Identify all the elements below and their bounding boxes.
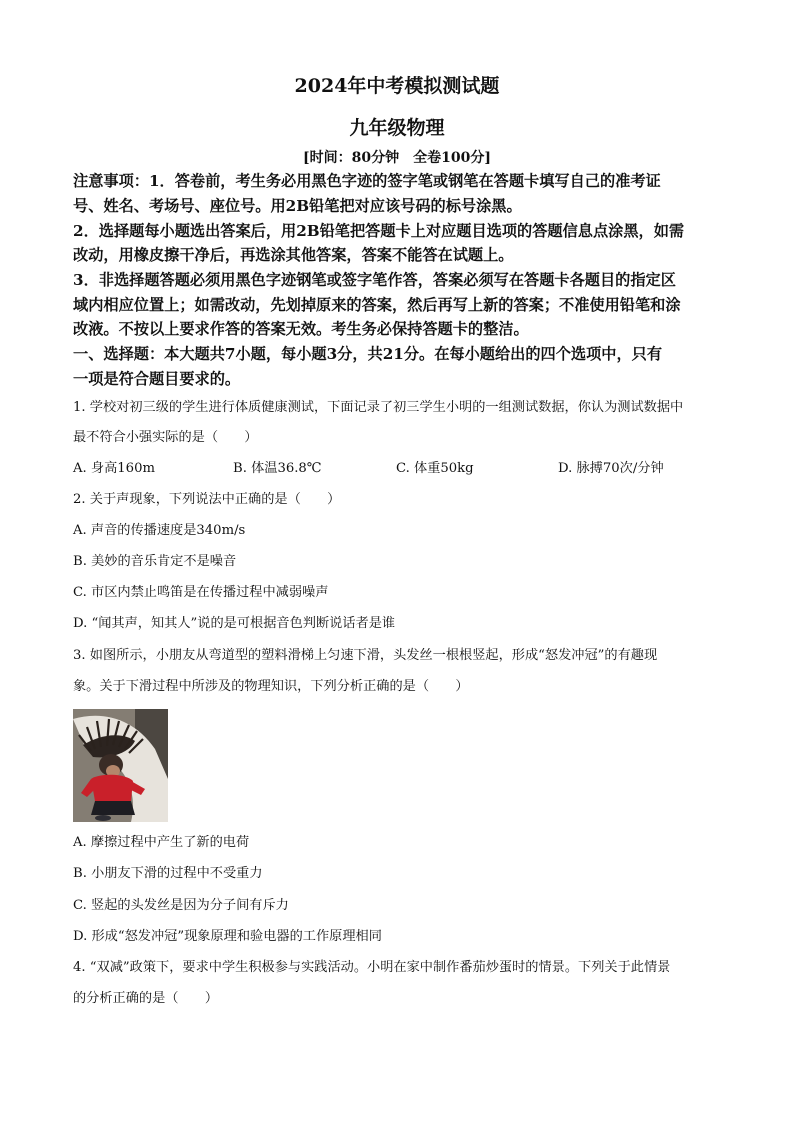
question-3-option-a: A. 摩擦过程中产生了新的电荷: [73, 835, 250, 850]
subject-title: 九年级物理: [349, 117, 445, 139]
question-3-stem: 3. 如图所示，小朋友从弯道型的塑料滑梯上匀速下滑，头发丝一根根竖起，形成“怒发冲冠”的有趣现: [73, 648, 658, 663]
notes-line: 改动，用橡皮擦干净后，再选涂其他答案，答案不能答在试题上。: [73, 246, 514, 264]
question-2-option-b: B. 美妙的音乐肯定不是噪音: [73, 554, 237, 569]
exam-title: 2024年中考模拟测试题: [294, 75, 500, 97]
slide-child-photo: [73, 709, 168, 822]
question-1-option-c: C. 体重50kg: [396, 461, 474, 476]
question-3-option-c: C. 竖起的头发丝是因为分子间有斥力: [73, 898, 289, 913]
notes-line: 注意事项：1．答卷前，考生务必用黑色字迹的签字笔或钢笔在答题卡填写自己的准考证: [73, 172, 661, 190]
question-2-option-a: A. 声音的传播速度是340m/s: [73, 523, 246, 538]
question-3-option-d: D. 形成“怒发冲冠”现象原理和验电器的工作原理相同: [73, 929, 382, 944]
question-2-option-c: C. 市区内禁止鸣笛是在传播过程中减弱噪声: [73, 585, 329, 600]
notes-line: 2．选择题每小题选出答案后，用2B铅笔把答题卡上对应题目选项的答题信息点涂黑，如需: [73, 222, 685, 240]
section-heading: 一项是符合题目要求的。: [73, 370, 241, 388]
question-2-stem: 2. 关于声现象，下列说法中正确的是（ ）: [73, 492, 341, 507]
question-4-stem: 的分析正确的是（ ）: [73, 991, 219, 1006]
notes-line: 号、姓名、考场号、座位号。用2B铅笔把对应该号码的标号涂黑。: [73, 197, 522, 215]
notes-line: 3．非选择题答题必须用黑色字迹钢笔或签字笔作答，答案必须写在答题卡各题目的指定区: [73, 271, 676, 289]
question-3-option-b: B. 小朋友下滑的过程中不受重力: [73, 866, 263, 881]
question-1-option-b: B. 体温36.8℃: [233, 461, 322, 476]
section-heading: 一、选择题：本大题共7小题，每小题3分，共21分。在每小题给出的四个选项中，只有: [73, 345, 663, 363]
question-1-option-d: D. 脉搏70次/分钟: [558, 461, 664, 476]
time-info: [时间：80分钟 全卷100分]: [303, 150, 491, 166]
question-1-stem: 1. 学校对初三级的学生进行体质健康测试，下面记录了初三学生小明的一组测试数据，你认为测试数据中: [73, 400, 684, 415]
question-3-stem: 象。关于下滑过程中所涉及的物理知识，下列分析正确的是（ ）: [73, 679, 469, 694]
question-1-option-a: A. 身高160m: [73, 461, 155, 476]
notes-line: 改液。不按以上要求作答的答案无效。考生务必保持答题卡的整洁。: [73, 320, 529, 338]
question-1-stem: 最不符合小强实际的是（ ）: [73, 430, 258, 445]
notes-line: 域内相应位置上；如需改动，先划掉原来的答案，然后再写上新的答案；不准使用铅笔和涂: [73, 296, 681, 314]
question-4-stem: 4. “双减”政策下，要求中学生积极参与实践活动。小明在家中制作番茄炒蛋时的情景。下列关于此情景: [73, 960, 671, 975]
question-2-option-d: D. “闻其声，知其人”说的是可根据音色判断说话者是谁: [73, 616, 396, 631]
